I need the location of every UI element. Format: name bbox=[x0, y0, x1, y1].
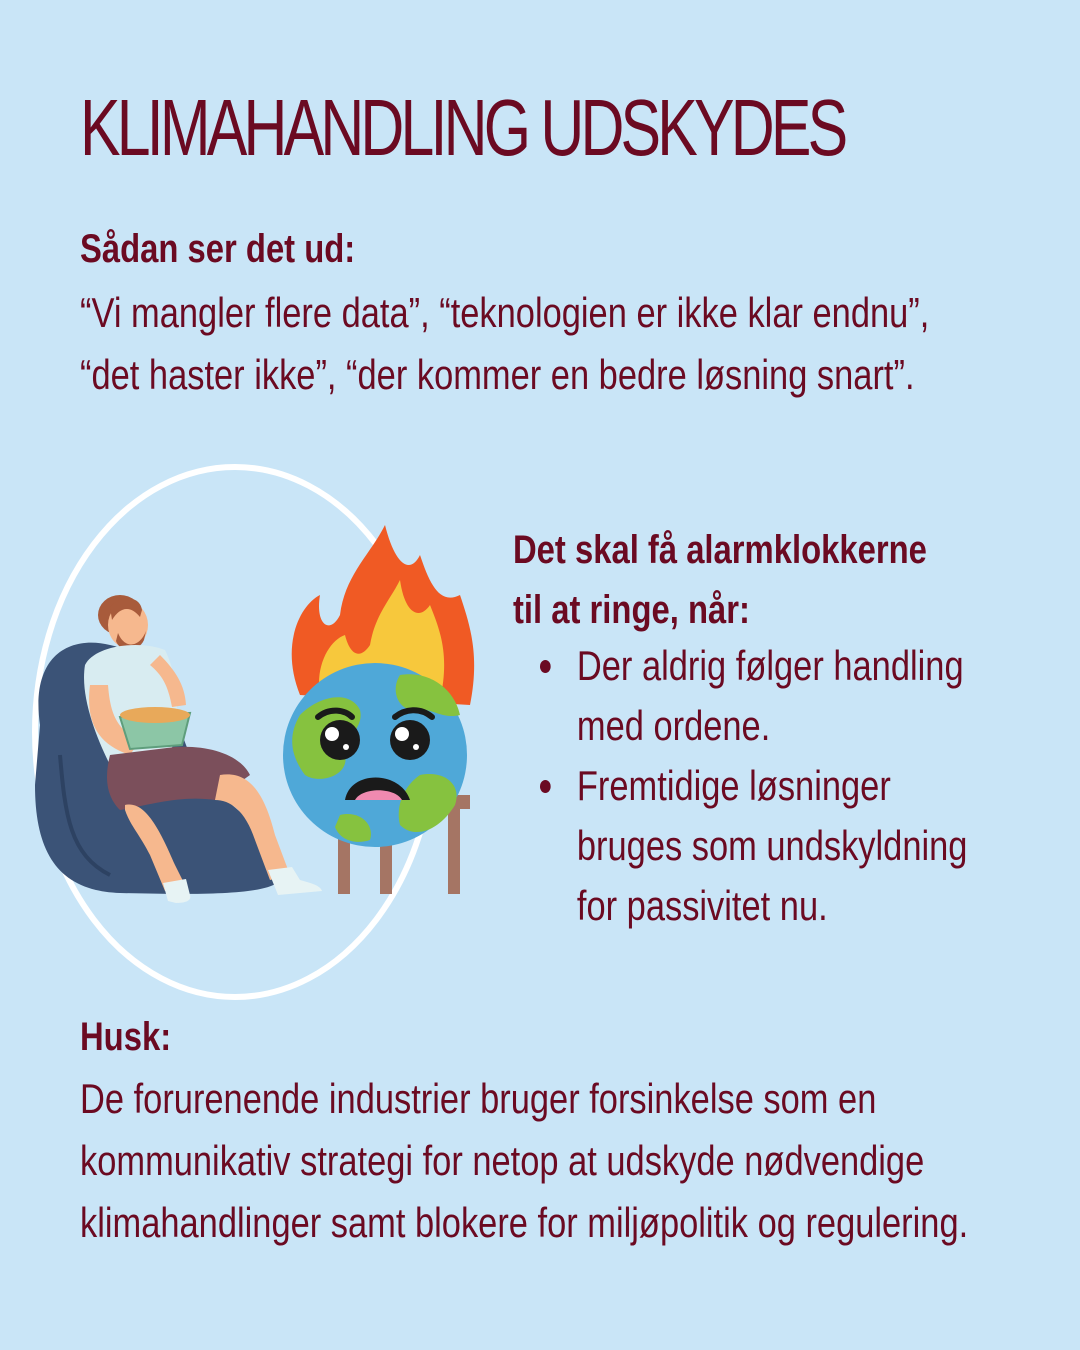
remember-line: kommunikativ strategi for netop at udskyde nødvendige bbox=[80, 1137, 925, 1184]
bullet-line: Der aldrig følger handling bbox=[576, 642, 964, 689]
alarm-bullet-list bbox=[540, 636, 967, 936]
looks-like-quote bbox=[80, 282, 929, 406]
remember-heading: Husk: bbox=[80, 1015, 172, 1059]
alarm-heading-line: Det skal få alarmklokkerne bbox=[513, 528, 927, 572]
page-title: KLIMAHANDLING UDSKYDES bbox=[80, 83, 845, 172]
quote-line: “Vi mangler flere data”, “teknologien er ikke klar endnu”, bbox=[80, 289, 930, 336]
bullet-line: bruges som undskyldning bbox=[576, 822, 968, 869]
remember-line: De forurenende industrier bruger forsinkelse som en bbox=[80, 1075, 877, 1122]
bullet-line: med ordene. bbox=[576, 702, 771, 749]
bullet-line: Fremtidige løsninger bbox=[576, 762, 891, 809]
alarm-heading-line: til at ringe, når: bbox=[513, 588, 750, 632]
illustration bbox=[0, 455, 500, 1015]
remember-line: klimahandlinger samt blokere for miljøpolitik og regulering. bbox=[80, 1199, 969, 1246]
burning-earth-icon bbox=[283, 663, 467, 847]
bullet-item bbox=[540, 756, 967, 936]
bullet-item bbox=[540, 636, 967, 756]
quote-line: “det haster ikke”, “der kommer en bedre løsning snart”. bbox=[80, 351, 915, 398]
remember-text bbox=[80, 1068, 968, 1254]
looks-like-heading: Sådan ser det ud: bbox=[80, 227, 356, 271]
alarm-heading bbox=[513, 520, 927, 640]
bullet-line: for passivitet nu. bbox=[576, 882, 828, 929]
